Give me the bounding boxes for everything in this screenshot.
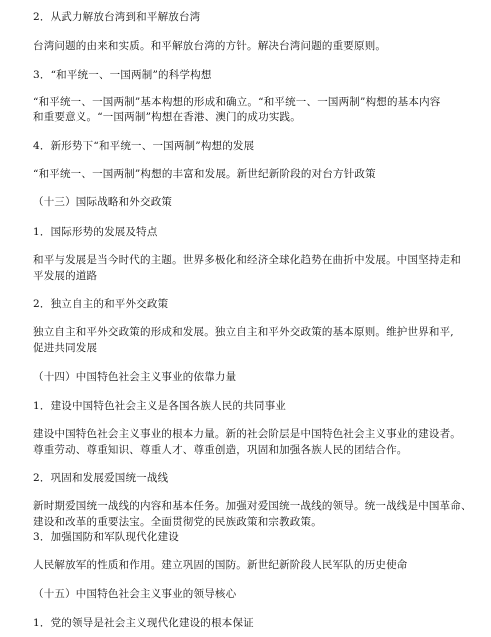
heading-2-united-front: 2．巩固和发展爱国统一战线 [33,472,169,484]
paragraph-concept-line-2: 和重要意义。“一国两制”构想在香港、澳门的成功实践。 [33,111,301,123]
section-15-leadership-core: （十五）中国特色社会主义事业的领导核心 [33,588,237,600]
heading-2-taiwan-liberation: 2．从武力解放台湾到和平解放台湾 [33,11,201,23]
heading-4-new-situation: 4．新形势下“和平统一、一国两制”构想的发展 [33,140,255,152]
heading-1-common-cause: 1．建设中国特色社会主义是各国各族人民的共同事业 [33,400,286,412]
heading-3-national-defense: 3．加强国防和军队现代化建设 [33,531,179,543]
paragraph-pla-nature: 人民解放军的性质和作用。建立巩固的国防。新世纪新阶段人民军队的历史使命 [33,559,408,571]
heading-2-independent-foreign-policy: 2．独立自主的和平外交政策 [33,298,169,310]
paragraph-fundamental-force-line-1: 建设中国特色社会主义事业的根本力量。新的社会阶层是中国特色社会主义事业的建设者。 [33,428,461,440]
paragraph-concept-line-1: “和平统一、一国两制”基本构想的形成和确立。“和平统一、一国两制”构想的基本内容 [33,96,441,108]
paragraph-peace-development-line-2: 平发展的道路 [33,270,98,282]
section-14-reliance-forces: （十四）中国特色社会主义事业的依靠力量 [33,371,237,383]
paragraph-taiwan-origin: 台湾问题的由来和实质。和平解放台湾的方针。解决台湾问题的重要原则。 [33,40,387,52]
paragraph-foreign-policy-line-2: 促进共同发展 [33,342,98,354]
section-13-international-strategy: （十三）国际战略和外交政策 [33,196,173,208]
paragraph-peace-development-line-1: 和平与发展是当今时代的主题。世界多极化和经济全球化趋势在曲折中发展。中国坚持走和 [33,254,461,266]
paragraph-united-front-line-2: 建设和改革的重要法宝。全面贯彻党的民族政策和宗教政策。 [33,516,322,528]
paragraph-foreign-policy-line-1: 独立自主和平外交政策的形成和发展。独立自主和平外交政策的基本原则。维护世界和平, [33,326,454,338]
heading-1-international-situation: 1．国际形势的发展及特点 [33,226,158,238]
paragraph-united-front-line-1: 新时期爱国统一战线的内容和基本任务。加强对爱国统一战线的领导。统一战线是中国革命、 [33,500,472,512]
heading-3-one-country-two-systems: 3．“和平统一、一国两制”的科学构想 [33,69,212,81]
heading-1-party-leadership: 1．党的领导是社会主义现代化建设的根本保证 [33,617,254,629]
paragraph-fundamental-force-line-2: 尊重劳动、尊重知识、尊重人才、尊重创造，巩固和加强各族人民的团结合作。 [33,444,408,456]
paragraph-development: “和平统一、一国两制”构想的丰富和发展。新世纪新阶段的对台方针政策 [33,168,376,180]
